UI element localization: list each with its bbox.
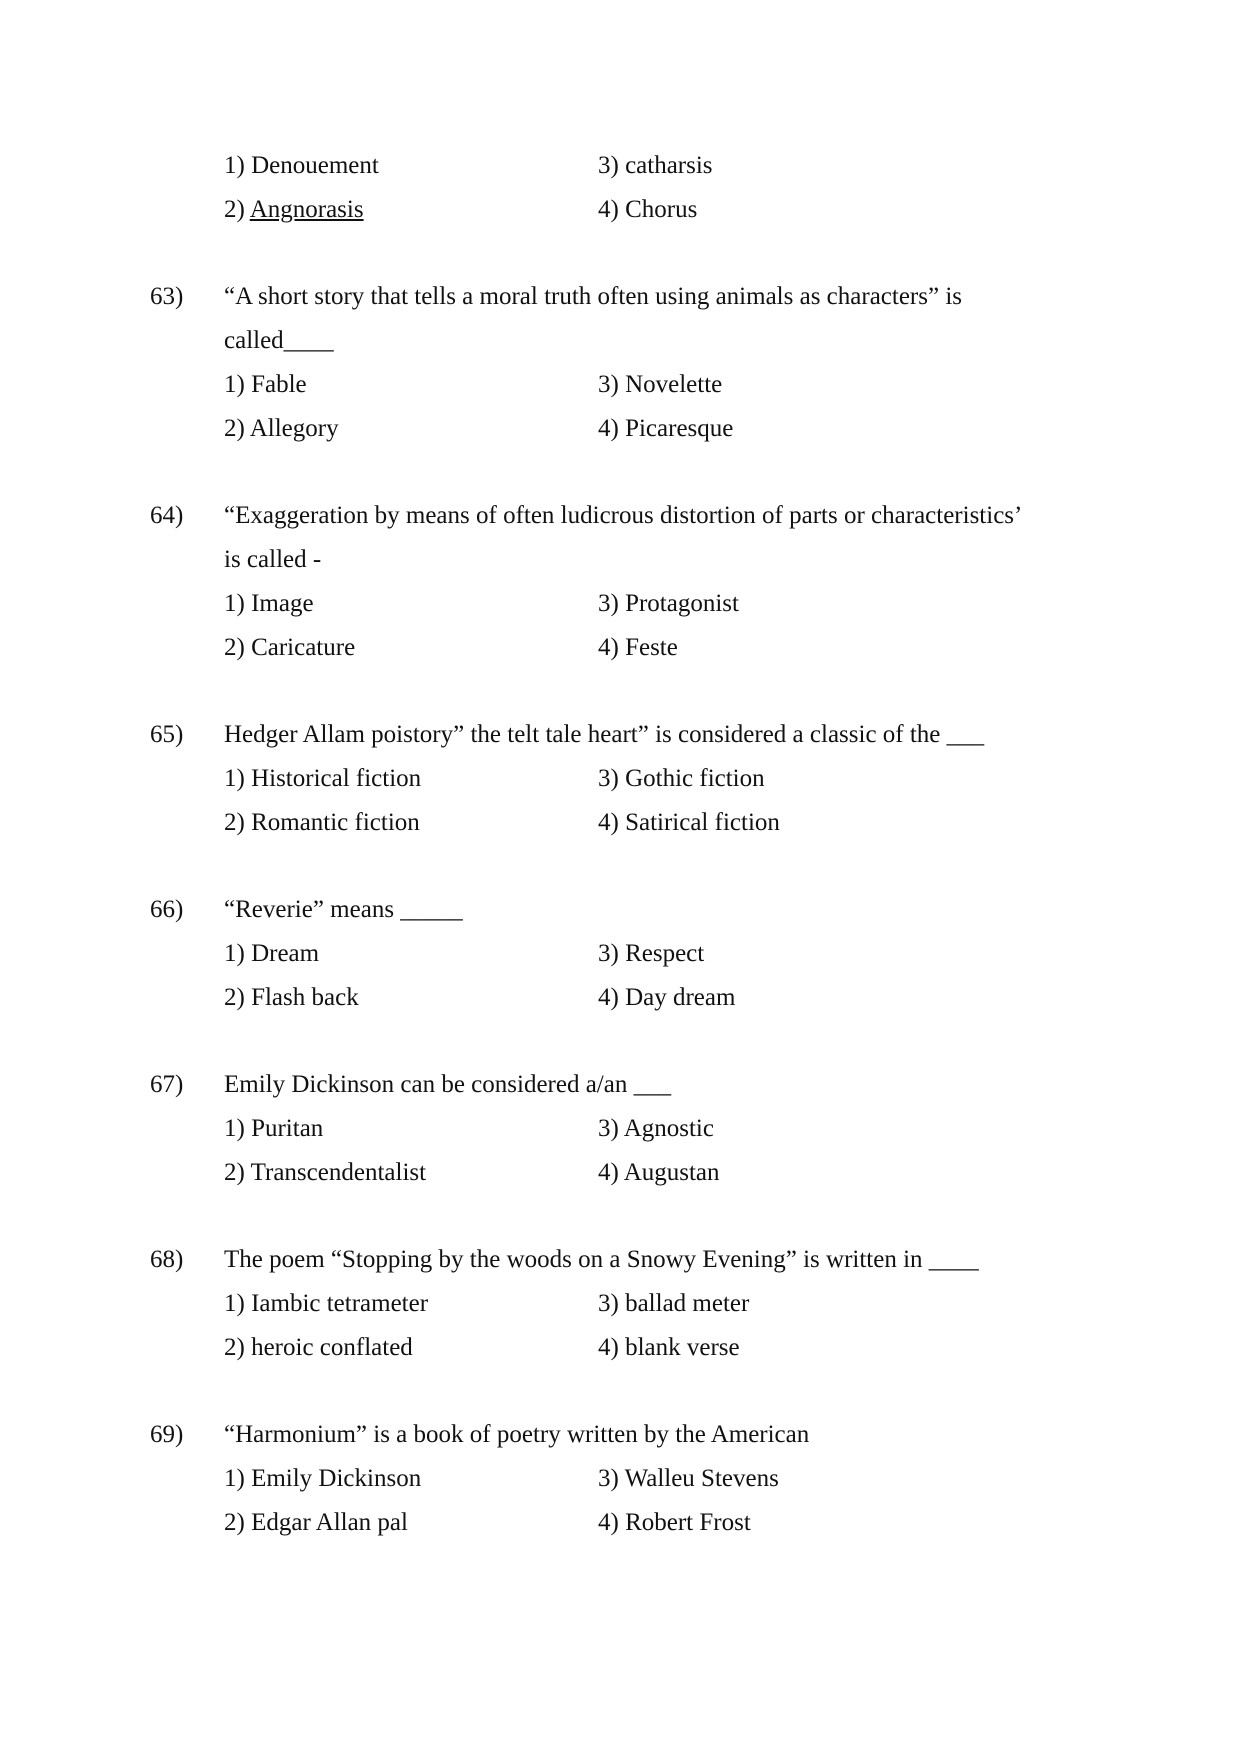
- question-stem: [224, 888, 1094, 932]
- option-1: 1) Fable: [224, 371, 307, 398]
- question-number: 63): [150, 283, 184, 310]
- option-row: [0, 976, 1241, 1020]
- option-3: 3) catharsis: [598, 152, 713, 179]
- option-2: 2) Allegory: [224, 415, 339, 442]
- spacer: [0, 451, 1241, 494]
- option-2-prefix: 2): [224, 196, 250, 223]
- option-row: [0, 1282, 1241, 1326]
- option-row: [0, 801, 1241, 845]
- question-66: [0, 888, 1241, 1020]
- option-3: 3) Novelette: [598, 371, 723, 398]
- option-row: [0, 407, 1241, 451]
- stem-line: Hedger Allam poistory” the telt tale heart” is considered a classic of the ___: [224, 721, 985, 748]
- option-1: 1) Image: [224, 590, 314, 617]
- option-3: 3) Agnostic: [598, 1115, 714, 1142]
- option-row: [0, 626, 1241, 670]
- option-1: 1) Iambic tetrameter: [224, 1290, 429, 1317]
- option-row: [0, 932, 1241, 976]
- option-3: 3) Protagonist: [598, 590, 739, 617]
- stem-line: is called -: [224, 546, 322, 573]
- question-number: 66): [150, 896, 184, 923]
- stem-line: The poem “Stopping by the woods on a Snowy Evening” is written in ____: [224, 1246, 979, 1273]
- option-4: 4) Robert Frost: [598, 1509, 751, 1536]
- option-row: [0, 188, 1241, 232]
- option-1: 1) Denouement: [224, 152, 379, 179]
- question-number: 64): [150, 502, 184, 529]
- question-stem: [224, 275, 1094, 363]
- option-1: 1) Historical fiction: [224, 765, 422, 792]
- spacer: [0, 670, 1241, 713]
- option-3: 3) ballad meter: [598, 1290, 750, 1317]
- spacer: [0, 1020, 1241, 1063]
- option-row: [0, 363, 1241, 407]
- option-1: 1) Puritan: [224, 1115, 324, 1142]
- question-64: [0, 494, 1241, 670]
- question-number: 65): [150, 721, 184, 748]
- question-stem: [224, 1413, 1094, 1457]
- stem-line: Emily Dickinson can be considered a/an ___: [224, 1071, 672, 1098]
- option-1: 1) Dream: [224, 940, 320, 967]
- stem-line: “Harmonium” is a book of poetry written by the American: [224, 1421, 810, 1448]
- option-4: 4) Day dream: [598, 984, 736, 1011]
- option-2: [224, 188, 598, 232]
- carryover-options: [0, 144, 1241, 232]
- option-4: 4) Picaresque: [598, 415, 734, 442]
- option-row: [0, 1457, 1241, 1501]
- option-4: 4) Satirical fiction: [598, 809, 780, 836]
- option-2: 2) Transcendentalist: [224, 1159, 427, 1186]
- spacer: [0, 845, 1241, 888]
- option-4: 4) Augustan: [598, 1159, 720, 1186]
- option-row: [0, 144, 1241, 188]
- option-4: 4) blank verse: [598, 1334, 740, 1361]
- question-number: 69): [150, 1421, 184, 1448]
- stem-line: “A short story that tells a moral truth often using animals as characters” is: [224, 283, 963, 310]
- option-2: 2) heroic conflated: [224, 1334, 413, 1361]
- option-4: 4) Chorus: [598, 196, 698, 223]
- option-2-underlined-text: Angnorasis: [249, 196, 364, 223]
- question-65: [0, 713, 1241, 845]
- option-row: [0, 582, 1241, 626]
- stem-line: “Exaggeration by means of often ludicrous distortion of parts or characteristics’: [224, 502, 1023, 529]
- option-row: [0, 1501, 1241, 1545]
- option-row: [0, 757, 1241, 801]
- spacer: [0, 1370, 1241, 1413]
- option-3: 3) Gothic fiction: [598, 765, 765, 792]
- option-4: 4) Feste: [598, 634, 678, 661]
- spacer: [0, 1195, 1241, 1238]
- stem-line: “Reverie” means _____: [224, 896, 463, 923]
- stem-line: called____: [224, 327, 334, 354]
- question-67: [0, 1063, 1241, 1195]
- option-row: [0, 1326, 1241, 1370]
- question-stem: [224, 1063, 1094, 1107]
- option-2: 2) Edgar Allan pal: [224, 1509, 408, 1536]
- option-row: [0, 1151, 1241, 1195]
- question-number: 67): [150, 1071, 184, 1098]
- spacer: [0, 232, 1241, 275]
- question-68: [0, 1238, 1241, 1370]
- option-3: 3) Walleu Stevens: [598, 1465, 779, 1492]
- option-row: [0, 1107, 1241, 1151]
- question-63: [0, 275, 1241, 451]
- option-2: 2) Caricature: [224, 634, 356, 661]
- question-number: 68): [150, 1246, 184, 1273]
- question-69: [0, 1413, 1241, 1545]
- option-2: 2) Romantic fiction: [224, 809, 420, 836]
- question-stem: [224, 713, 1094, 757]
- option-3: 3) Respect: [598, 940, 705, 967]
- question-stem: [224, 1238, 1094, 1282]
- option-2: 2) Flash back: [224, 984, 359, 1011]
- option-1: 1) Emily Dickinson: [224, 1465, 422, 1492]
- question-stem: [224, 494, 1094, 582]
